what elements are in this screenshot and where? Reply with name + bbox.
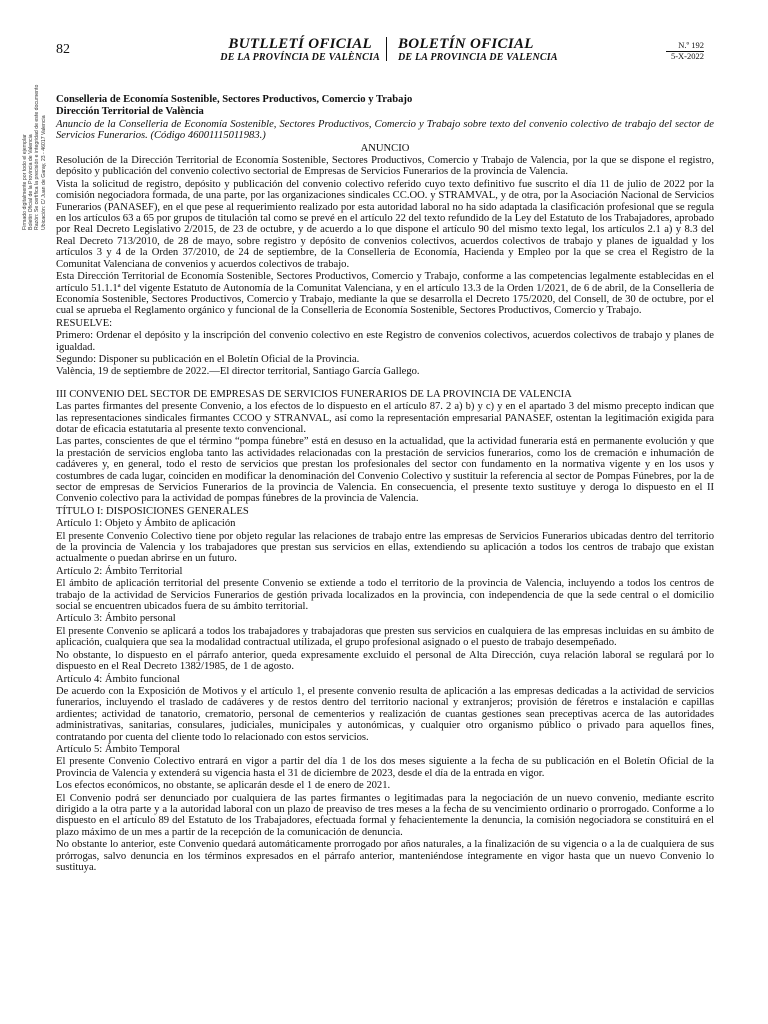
article-heading: Artículo 4: Ámbito funcional — [56, 673, 180, 685]
issue-info — [666, 41, 704, 61]
masthead-spanish — [398, 36, 608, 63]
paragraph: El presente Convenio Colectivo entrará en vigor a partir del día 1 de los dos meses siguiente a la fecha de su publicación en el Boletín Oficial de la Provincia de Valencia y extenderá su vigencia hasta el 31 de diciembre de 2023, desde el día de la entrada en vigor. — [56, 756, 714, 779]
paragraph: El ámbito de aplicación territorial del presente Convenio se extiende a todo el territorio de la provincia de Valencia, incluyendo a todos los centros de trabajo de la actividad de Servicios Funerarios de gestión privada localizados en la provincia, con independencia de que la sede central o el domicilio social se encuentren ubicados fuera de su ámbito territorial. — [56, 578, 714, 613]
paragraph: Las partes firmantes del presente Convenio, a los efectos de lo dispuesto en el artículo 87. 2 a) b) y c) y en el apartado 3 del mismo precepto indican que las representaciones sindicales firmantes CCOO y STRANVAL, así como la representación empresarial PANASEF, ostentan la legitimación exigida para dotar de eficacia estatutaria al presente texto convencional. — [56, 401, 714, 435]
paragraph: Vista la solicitud de registro, depósito y publicación del convenio colectivo referido cuyo texto definitivo fue suscrito el día 11 de julio de 2022 por la comisión negociadora formada, de una parte, por las organizaciones sindicales CC.OO. y STRAMVAL, y de otra, por la Asociación Nacional de Servicios Funerarios (PANASEF), en el que pese al requerimiento realizado por esta autoridad laboral no ha sido adaptada la clasificación profesional que se regula en los artículos 63 a 65 por grupos de titulación tal como se prevé en el artículo 22 del texto refundido de la Ley del Estatuto de los Trabajadores, aprobado por Real Decreto Legislativo 2/2015, de 23 de octubre, y de acuerdo a lo que dispone el artículo 90 del mismo texto legal, los artículos 2.1 a) y 8.3 del Real Decreto 713/2010, de 28 de mayo, sobre registro y depósito de convenios colectivos, acuerdos colectivos de trabajo y planes de igualdad y los artículos 3 y 4 de la Orden 37/2010, de 24 de septiembre, de la Conselleria de Economía, Hacienda y Empleo por la que se crea el Registro de la Comunitat Valenciana de convenios y acuerdos colectivos de trabajo. — [56, 178, 714, 270]
resolution-heading: RESUELVE: — [56, 317, 113, 329]
masthead-divider — [386, 37, 387, 61]
masthead-valencian — [190, 36, 380, 63]
article-body — [56, 94, 714, 874]
directorate-name: Dirección Territorial de València — [56, 106, 204, 118]
paragraph: No obstante lo anterior, este Convenio quedará automáticamente prorrogado por años naturales, a la finalización de su vigencia o a la de cualquiera de sus prórrogas, salvo denuncia en los términos expresados en el párrafo anterior, manteniéndose íntegramente en vigor hasta que un nuevo Convenio lo sustituya. — [56, 839, 714, 873]
side-note-line: Boletín Oficial de la Provincia de Valencia — [28, 134, 35, 230]
paragraph: De acuerdo con la Exposición de Motivos y el artículo 1, el presente convenio resulta de aplicación a las empresas dedicadas a la actividad de servicios funerarios, incluyendo el traslado de cadáveres y de restos dentro del territorio nacional y extranjeros; provisión de féretros e instalación e capillas ardientes; actividad de tanatorio, crematorio, personal de cementerios y realización de cuantas gestiones sean preceptivas acerca de las autoridades administrativas, sanitarias, consulares, judiciales, municipales y autonómicas, y cualquier otro organismo público o privado para aquellos fines, contratando por cuenta del cliente todo lo relacionado con estos servicios. — [56, 685, 714, 743]
bulletin-header — [0, 34, 768, 70]
side-note-line: Razón: Se certifica la precisión e integridad de este documento — [34, 84, 41, 230]
article-heading: Artículo 2: Ámbito Territorial — [56, 565, 183, 577]
section-gap — [56, 379, 714, 389]
side-note-line: Ubicación: C/ Juan de Garay, 23 - 46017 Valencia — [40, 115, 47, 230]
page-number: 82 — [56, 42, 70, 57]
masthead-title-val: BUTLLETÍ OFICIAL — [228, 36, 372, 52]
paragraph: El presente Convenio Colectivo tiene por objeto regular las relaciones de trabajo entre las empresas de Servicios Funerarios ubicadas dentro del territorio de la provincia de Valencia y los trabajadores que prestan sus servicios en ellas, extendiendo su aplicación a todos los centros de trabajo que existan actualmente o puedan abrirse en un futuro. — [56, 530, 714, 565]
paragraph: El Convenio podrá ser denunciado por cualquiera de las partes firmantes o legitimadas para la negociación de un nuevo convenio, mediante escrito dirigido a la otra parte y a la autoridad laboral con un plazo de preaviso de tres meses a la fecha de su vencimiento ordinario o prorrogado. Conforme a lo dispuesto en el artículo 89 del Estatuto de los Trabajadores, efectuada formal y fehacientemente la denuncia, la comisión negociadora se constituirá en el plazo máximo de un mes a partir de la recepción de la comunicación de denuncia. — [56, 792, 714, 838]
side-note-line: Firmado digitalmente por todo el ejemplar — [22, 134, 28, 230]
agreement-title: III CONVENIO DEL SECTOR DE EMPRESAS DE SERVICIOS FUNERARIOS DE LA PROVINCIA DE VALENCIA — [56, 388, 572, 400]
paragraph: Las partes, conscientes de que el término “pompa fúnebre” está en desuso en la actualidad, que la actividad funeraria está en permanente evolución y que la prestación de servicios engloba tanto las actividades relacionadas con la prestación de servicios funerarios, como los de cremación e inhumación de cadáveres y, en general, todo el resto de servicios que prestan los profesionales del sector con fundamento en la normativa vigente y en los usos y costumbres de cada lugar, coinciden en modificar la denominación del Convenio Colectivo y sustituir la referencia al sector de Pompas Fúnebres, por la de sector de empresas de Servicios Funerarios de la provincia de Valencia. En consecuencia, el presente texto sustituye y deroga lo dispuesto en el II Convenio colectivo para la actividad de pompas fúnebres de la provincia de Valencia. — [56, 436, 714, 505]
paragraph: No obstante, lo dispuesto en el párrafo anterior, queda expresamente excluido el personal de Alta Dirección, cuya relación laboral se regulará por lo dispuesto en el Real Decreto 1382/1985, de 1 de agosto. — [56, 649, 714, 673]
masthead-subtitle-val: DE LA PROVÍNCIA DE VALÈNCIA — [220, 52, 380, 63]
resolution-second: Segundo: Disponer su publicación en el Boletín Oficial de la Provincia. — [56, 353, 360, 365]
paragraph: El presente Convenio se aplicará a todos los trabajadores y trabajadoras que presten sus servicios en cualquiera de las empresas incluidas en su ámbito de aplicación, cualquiera que sea la modalidad contractual utilizada, el grupo profesional asignado o el puesto de trabajo desempeñado. — [56, 625, 714, 649]
paragraph: Resolución de la Dirección Territorial de Economía Sostenible, Sectores Productivos, Comercio y Trabajo de Valencia, por la que se dispone el registro, depósito y publicación del convenio colectivo sectorial de Empresas de Servicios Funerarios de la provincia de Valencia. — [56, 155, 714, 178]
title-heading: TÍTULO I: DISPOSICIONES GENERALES — [56, 505, 249, 517]
paragraph: Los efectos económicos, no obstante, se aplicarán desde el 1 de enero de 2021. — [56, 780, 391, 792]
resolution-first: Primero: Ordenar el depósito y la inscripción del convenio colectivo en este Registro de convenios colectivos, acuerdos colectivos de trabajo y planes de igualdad. — [56, 330, 714, 353]
paragraph: Esta Dirección Territorial de Economía Sostenible, Sectores Productivos, Comercio y Trabajo, conforme a las competencias legalmente establecidas en el artículo 51.1.1ª del vigente Estatuto de Autonomía de la Comunitat Valenciana, y en el artículo 13.3 de la Orden 1/2021, de 6 de abril, de la Conselleria de Economía Sostenible, Sectores Productivos, Comercio y Trabajo, mediante la que se desarrolla el Decreto 175/2020, del Consell, de 30 de octubre, por el cual se aprueba el Reglamento orgánico y funcional de la Conselleria de Economía Sostenible, Sectores Productivos, Comercio y Trabajo. — [56, 271, 714, 317]
article-heading: Artículo 5: Ámbito Temporal — [56, 743, 181, 755]
issue-number: N.º 192 — [666, 41, 704, 52]
article-heading: Artículo 3: Ámbito personal — [56, 613, 176, 625]
masthead-subtitle-es: DE LA PROVINCIA DE VALENCIA — [398, 52, 558, 63]
masthead-title-es: BOLETÍN OFICIAL — [398, 36, 534, 52]
article-heading: Artículo 1: Objeto y Ámbito de aplicación — [56, 518, 236, 530]
department-name: Conselleria de Economía Sostenible, Sectores Productivos, Comercio y Trabajo — [56, 94, 413, 105]
issue-date: 5-X-2022 — [670, 51, 704, 61]
signature-line: València, 19 de septiembre de 2022.—El director territorial, Santiago García Gallego. — [56, 366, 420, 378]
announcement-heading: ANUNCIO — [360, 142, 410, 154]
announcement-summary: Anuncio de la Conselleria de Economía Sostenible, Sectores Productivos, Comercio y Trabajo sobre texto del convenio colectivo de trabajo del sector de Servicios Funerarios. (Código 46001115011983.) — [56, 118, 714, 142]
